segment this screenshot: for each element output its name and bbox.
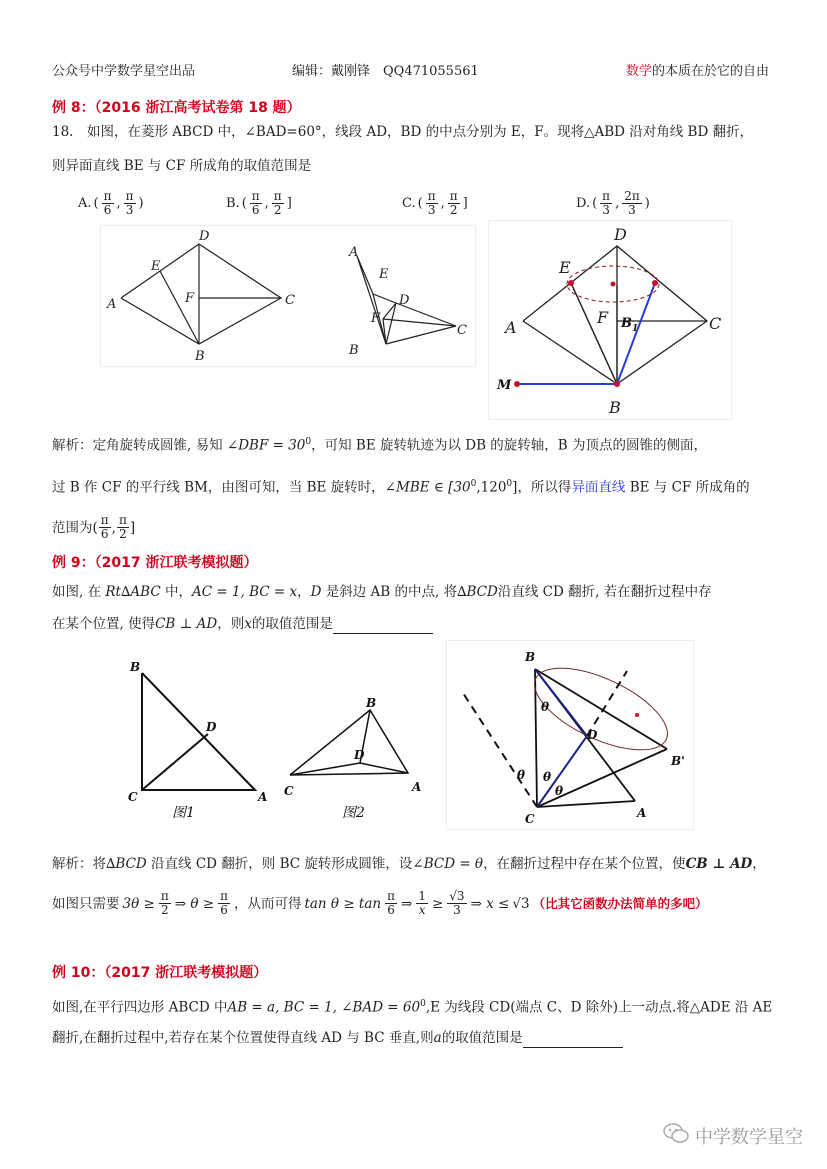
fig1-label-a: A [258,790,268,804]
ex8-line1: 18. 如图，在菱形 ABCD 中，∠BAD=60°，线段 AD，BD 的中点分别为 E，F。现将△ABD 沿对角线 BD 翻折， [52,124,754,140]
option-b-close: ] [286,196,292,211]
wechat-icon [663,1122,689,1149]
cone-label-d: D [614,225,627,244]
ex8-solution-line3: 范围为 ( $\frac{\pi}{6}$ , $\frac{\pi}{2}$ ] [52,513,136,541]
fig1-label-d: D [206,720,217,734]
ex8-line2: 则异面直线 BE 与 CF 所成角的取值范围是 [52,158,312,174]
label-b: B [195,349,205,364]
label-a: A [107,297,117,312]
cone9-label-d: D [587,728,598,742]
ex9-note: （比其它函数办法简单的多吧） [532,895,708,911]
cone-label-e: E [559,258,571,277]
label-c2: C [457,323,467,338]
cone9-label-b: B [525,650,536,664]
ex10-answer-blank[interactable] [523,1031,623,1048]
ex9-answer-blank[interactable] [333,617,433,634]
option-d: D. ( $\frac{\pi}{3}$ , $\frac{2\pi}{3}$ ) [576,189,650,217]
cone-label-f: F [597,308,609,327]
ex9-figure-triangles [120,655,440,825]
option-c-label: C. [402,196,416,211]
watermark-text: 中学数学星空 [695,1126,803,1148]
label-d2: D [399,293,410,308]
option-c-frac2: $\frac{\pi}{2}$ [449,189,458,217]
fig2-label-d: D [354,748,365,762]
option-d-close: ) [644,196,650,211]
theta-4: θ [555,784,564,798]
fig1-caption: 图1 [172,805,195,821]
cone-label-b1-sub: 1 [632,324,639,334]
option-b-label: B. [226,196,240,211]
cone-label-c: C [709,314,722,333]
option-a-close: ) [138,196,144,211]
ex9-line1: 如图, 在 Rt∆ABC 中，AC = 1, BC = x，D 是斜边 AB 的中点, 将∆BCD沿直线 CD 翻折, 若在翻折过程中存 [52,584,712,600]
ex8-solution-line2: 过 B 作 CF 的平行线 BM，由图可知，当 BE 旋转时，∠MBE ∈ $[30^0,120^0]$，所以得异面直线 BE 与 CF 所成角的 [52,479,750,496]
fig2-label-c: C [284,784,294,798]
cone9-label-bprime: B' [671,754,685,768]
ex9-solution-line1: 解析：将∆BCD 沿直线 CD 翻折，则 BC 旋转形成圆锥，设∠BCD = θ，在翻折过程中存在某个位置，使CB ⊥ AD， [52,856,766,872]
label-b2: B [349,343,359,358]
fig1-label-b: B [130,660,141,674]
cone-label-m: M [497,378,512,393]
watermark [663,1122,803,1149]
label-c: C [285,293,295,308]
option-d-frac1: $\frac{\pi}{3}$ [602,189,611,217]
header-left: 公众号中学数学星空出品 [52,64,196,79]
fig1-label-c: C [128,790,138,804]
option-d-label: D. [576,196,591,211]
ex8-figure-rhombus [100,225,476,367]
header-middle: 编辑：戴刚锋 QQ471055561 [292,64,479,79]
ex9-figure-cone [446,640,694,830]
ex9-line2: 在某个位置, 使得CB ⊥ AD，则x的取值范围是 [52,614,433,634]
ex10-line1: 如图,在平行四边形 ABCD 中AB = a, BC = 1, ∠BAD = $60^0,E$ 为线段 CD(端点 C、D 除外)上一动点.将△ADE 沿 AE [52,999,773,1016]
ex10-title: 例 10：（2017 浙江联考模拟题） [52,965,268,981]
ex8-title: 例 8：（2016 浙江高考试卷第 18 题） [52,100,301,116]
option-a-open: ( [93,196,99,211]
header-right [626,60,769,79]
fig2-label-a: A [412,780,422,794]
option-b: B. ( $\frac{\pi}{6}$ , $\frac{\pi}{2}$ ] [226,189,292,217]
cone-label-b1: B [621,316,632,331]
label-d: D [199,229,210,244]
option-b-open: ( [241,196,247,211]
option-d-open: ( [592,196,598,211]
header-right-highlight: 数学 [626,64,653,79]
cone-label-a: A [505,318,517,337]
theta-3: θ [543,770,552,784]
cone9-label-c: C [525,812,535,826]
label-a2: A [349,245,359,260]
option-c: C. ( $\frac{\pi}{3}$ , $\frac{\pi}{2}$ ] [402,189,468,217]
ex10-line2: 翻折,在翻折过程中,若存在某个位置使得直线 AD 与 BC 垂直,则a的取值范围是 [52,1028,623,1048]
fig2-caption: 图2 [342,805,365,821]
ex9-title: 例 9：（2017 浙江联考模拟题） [52,555,258,571]
option-c-open: ( [417,196,423,211]
header-right-rest: 的本质在於它的自由 [652,64,770,79]
ex8-solution-line1: 解析：定角旋转成圆锥, 易知 ∠DBF = $30^0$，可知 BE 旋转轨迹为以 DB 的旋转轴，B 为顶点的圆锥的侧面， [52,437,708,454]
option-a: A. ( $\frac{\pi}{6}$ , $\frac{\pi}{3}$ ) [78,189,144,217]
label-f: F [185,291,195,306]
theta-2: θ [517,768,526,782]
fig2-label-b: B [366,696,377,710]
cone-label-b: B [609,398,621,417]
option-a-frac1: $\frac{\pi}{6}$ [103,189,112,217]
cone9-label-a: A [637,806,647,820]
option-b-frac1: $\frac{\pi}{6}$ [251,189,260,217]
option-a-frac2: $\frac{\pi}{3}$ [125,189,134,217]
option-c-close: ] [462,196,468,211]
label-f2: F [371,311,381,326]
option-b-frac2: $\frac{\pi}{2}$ [273,189,282,217]
label-e: E [151,259,161,274]
ex8-figure-cone [488,220,732,420]
option-c-frac1: $\frac{\pi}{3}$ [427,189,436,217]
label-e2: E [379,267,389,282]
option-d-frac2: $\frac{2\pi}{3}$ [624,189,640,217]
theta-1: θ [541,700,550,714]
ex9-solution-line2: 如图只需要 3θ ≥ $\frac{\pi}{2}$ ⇒ θ ≥ $\frac{\pi}{6}$ ，从而可得 tan θ ≥ tan $\frac{\pi}{6}$ ⇒ $\frac{1}{x}$ ≥ $\frac{√3}{3}$ ⇒ x ≤ √3 （比其它函数办法简单的多吧） [52,889,708,917]
option-a-label: A. [78,196,92,211]
